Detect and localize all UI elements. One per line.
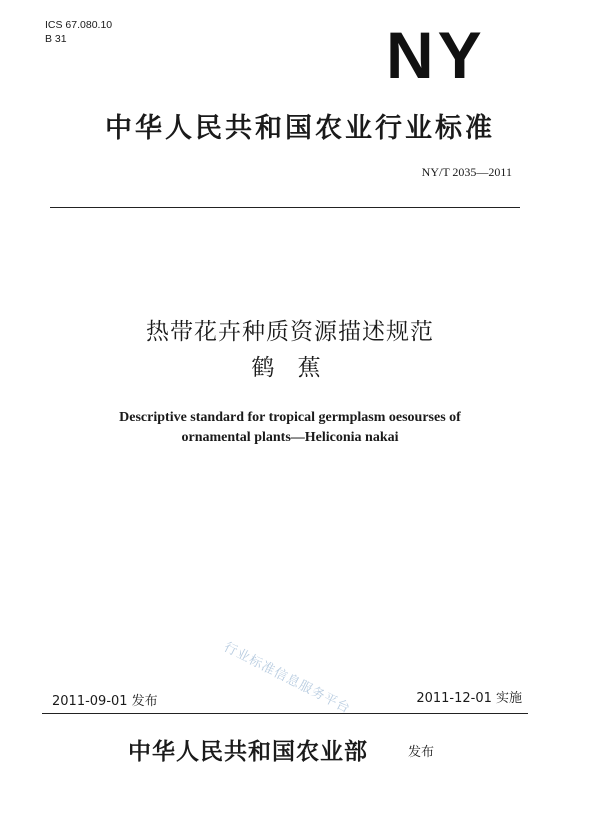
publisher-name: 中华人民共和国农业部 [128, 739, 368, 765]
ny-logo: NY [386, 18, 486, 92]
top-divider [50, 207, 520, 208]
watermark: 行业标准信息服务平台 [221, 640, 353, 717]
issue-date: 2011-09-01 发布 [52, 694, 158, 709]
org-title: 中华人民共和国农业行业标准 [105, 113, 495, 144]
standard-number: NY/T 2035—2011 [421, 165, 512, 179]
document-title-zh: 热带花卉种质资源描述规范 [146, 319, 434, 345]
implementation-date: 2011-12-01 实施 [416, 691, 522, 706]
bottom-divider [42, 713, 528, 714]
document-subtitle-zh: 鹤 蕉 [251, 355, 329, 381]
classification-code: B 31 [45, 33, 67, 45]
ics-code: ICS 67.080.10 [45, 19, 113, 31]
publisher-suffix: 发布 [408, 745, 435, 760]
document-title-en-line1: Descriptive standard for tropical germplasm oesourses of [119, 410, 461, 425]
document-title-en-line2: ornamental plants—Heliconia nakai [181, 430, 399, 445]
